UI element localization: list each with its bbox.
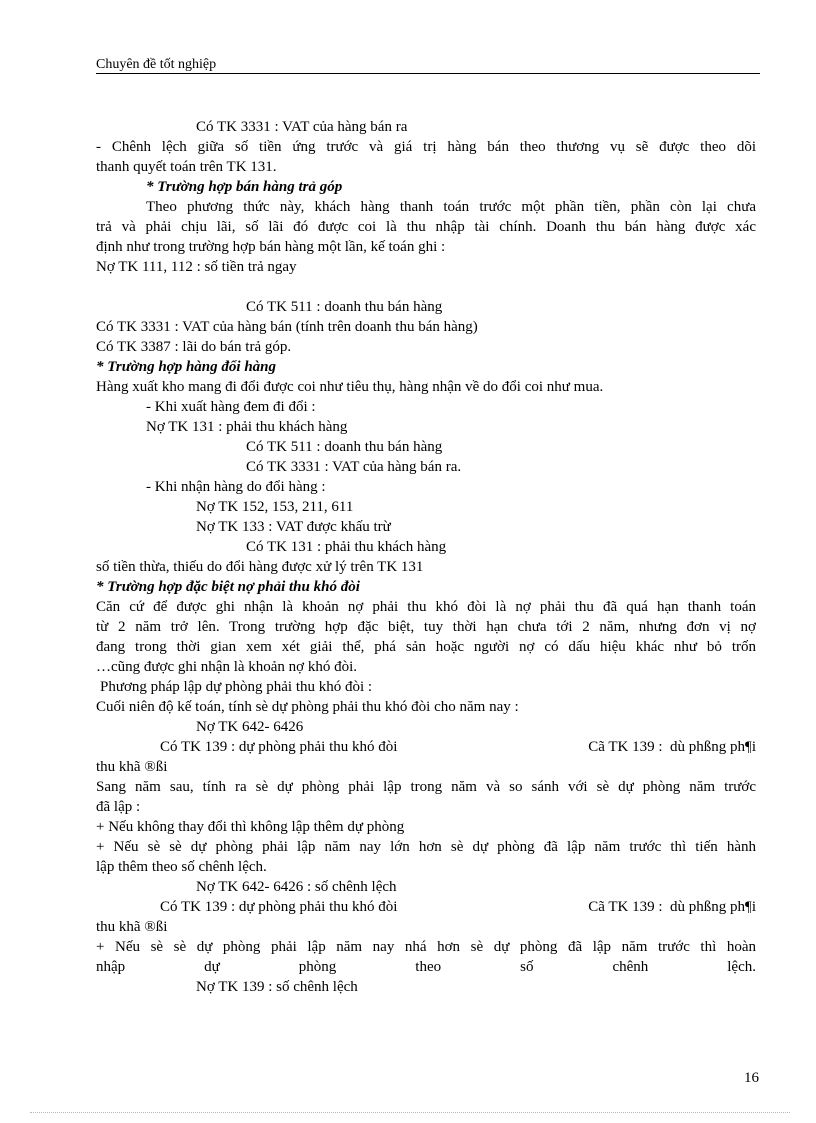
text-line: trả và phải chịu lãi, số lãi đó được coi là thu nhập tài chính. Doanh thu bán hàng được xác	[96, 219, 756, 235]
document-body	[96, 117, 756, 997]
text-line: định như trong trường hợp bán hàng một lần, kế toán ghi :	[96, 239, 446, 255]
text-line: + Nếu không thay đổi thì không lập thêm dự phòng	[96, 819, 405, 835]
text-line: lập thêm theo số chênh lệch.	[96, 859, 267, 875]
text-line: Có TK 3387 : lãi do bán trả góp.	[96, 339, 292, 355]
text-line: Nợ TK 111, 112 : số tiền trả ngay	[96, 259, 297, 275]
section-heading: * Trường hợp hàng đổi hàng	[96, 359, 276, 375]
text-line: Căn cứ để được ghi nhận là khoản nợ phải thu khó đòi là nợ phải thu đã quá hạn thanh toán	[96, 599, 756, 615]
text-line: thanh quyết toán trên TK 131.	[96, 159, 277, 175]
text-segment: Cã TK 139 : dù phßng ph¶i	[588, 899, 756, 915]
text-line: Có TK 3331 : VAT của hàng bán (tính trên doanh thu bán hàng)	[96, 319, 478, 335]
text-segment: Cã TK 139 : dù phßng ph¶i	[588, 739, 756, 755]
text-segment: Có TK 139 : dự phòng phải thu khó đòi	[160, 899, 398, 915]
text-line: Có TK 131 : phải thu khách hàng	[246, 539, 447, 555]
text-line: …cũng được ghi nhận là khoản nợ khó đòi.	[96, 659, 358, 675]
text-line: Có TK 511 : doanh thu bán hàng	[246, 439, 443, 455]
text-line: Nợ TK 642- 6426 : số chênh lệch	[196, 879, 397, 895]
section-heading: * Trường hợp đặc biệt nợ phải thu khó đòi	[96, 579, 360, 595]
text-line-split	[96, 897, 756, 917]
header-rule	[96, 73, 760, 74]
text-line: - Chênh lệch giữa số tiền ứng trước và giá trị hàng bán theo thương vụ sẽ được theo dõi	[96, 139, 756, 155]
text-line: đang trong thời gian xem xét giải thể, phá sản hoặc người nợ có dấu hiệu khác như bỏ trốn	[96, 639, 756, 655]
text-line: + Nếu sè sè dự phòng phải lập năm nay nhá hơn sè dự phòng đã lập năm trước thì hoàn	[96, 939, 756, 955]
text-line: Nợ TK 152, 153, 211, 611	[196, 499, 354, 515]
text-line: thu khã ®ßi	[96, 759, 168, 775]
text-line: + Nếu sè sè dự phòng phải lập năm nay lớn hơn sè dự phòng đã lập năm trước thì tiến hành	[96, 839, 756, 855]
text-line: Hàng xuất kho mang đi đổi được coi như tiêu thụ, hàng nhận về do đổi coi như mua.	[96, 379, 604, 395]
text-line: Có TK 511 : doanh thu bán hàng	[246, 299, 443, 315]
page-bottom-rule	[30, 1112, 790, 1113]
text-line: Có TK 3331 : VAT của hàng bán ra	[196, 119, 408, 135]
text-line: từ 2 năm trở lên. Trong trường hợp đặc biệt, tuy thời hạn chưa tới 2 năm, nhưng đơn vị nợ	[96, 619, 756, 635]
text-line: Có TK 3331 : VAT của hàng bán ra.	[246, 459, 462, 475]
text-line: Phương pháp lập dự phòng phải thu khó đòi :	[100, 679, 373, 695]
text-line: Nợ TK 133 : VAT được khấu trừ	[196, 519, 391, 535]
text-line-split	[96, 737, 756, 757]
text-line: - Khi xuất hàng đem đi đổi :	[146, 399, 316, 415]
text-line: số tiền thừa, thiếu do đổi hàng được xử lý trên TK 131	[96, 559, 424, 575]
text-line: - Khi nhận hàng do đổi hàng :	[146, 479, 326, 495]
page-header-title: Chuyên đề tốt nghiệp	[96, 57, 217, 72]
text-line: Nợ TK 131 : phải thu khách hàng	[146, 419, 348, 435]
text-line-split	[96, 277, 756, 297]
text-line: đã lập :	[96, 799, 141, 815]
text-line: Cuối niên độ kế toán, tính sè dự phòng phải thu khó đòi cho năm nay :	[96, 699, 519, 715]
text-line: Theo phương thức này, khách hàng thanh toán trước một phần tiền, phần còn lại chưa	[146, 199, 756, 215]
text-segment: Có TK 139 : dự phòng phải thu khó đòi	[160, 739, 398, 755]
text-line: nhập dự phòng theo số chênh lệch.	[96, 959, 756, 975]
page-number: 16	[744, 1070, 759, 1086]
text-line: Nợ TK 642- 6426	[196, 719, 304, 735]
section-heading: * Trường hợp bán hàng trả góp	[146, 179, 343, 195]
text-line: thu khã ®ßi	[96, 919, 168, 935]
text-line: Nợ TK 139 : số chênh lệch	[196, 979, 358, 995]
text-line: Sang năm sau, tính ra sè dự phòng phải lập trong năm và so sánh với sè dự phòng năm trước	[96, 779, 756, 795]
